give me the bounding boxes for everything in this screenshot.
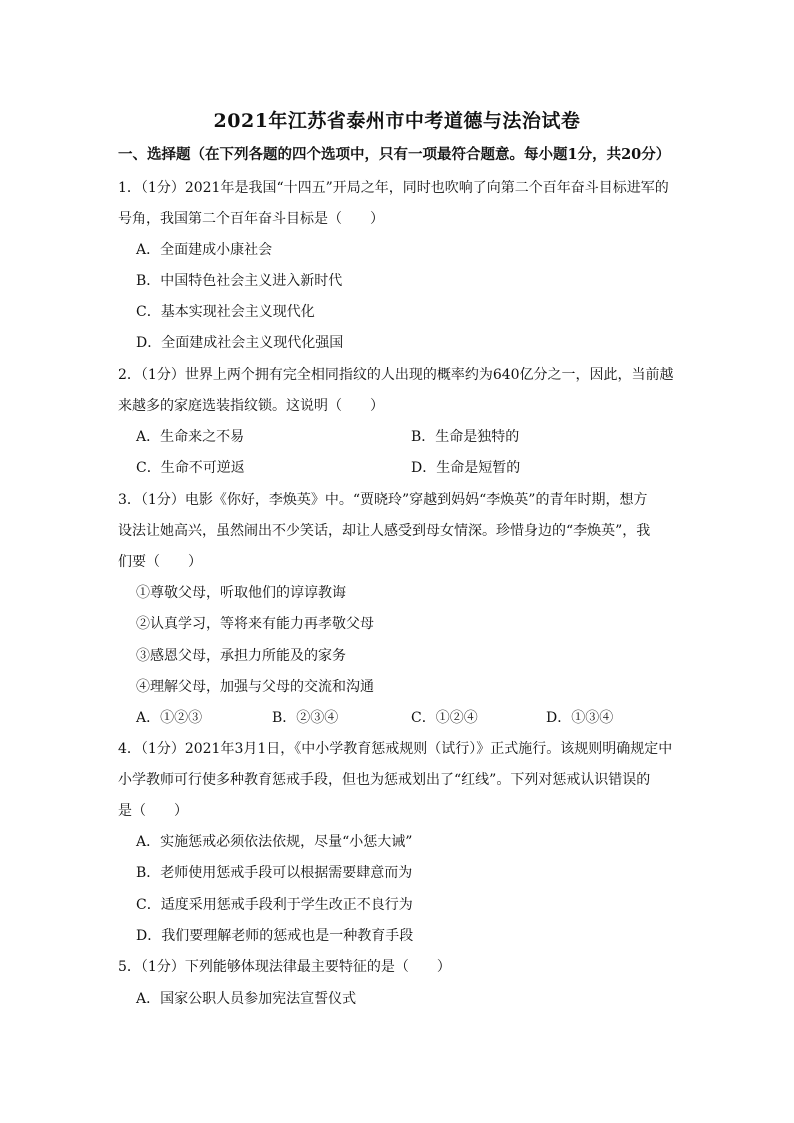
question-4-line-2: 小学教师可行使多种教育惩戒手段，但也为惩戒划出了“红线”。下列对惩戒认识错误的 [118,772,651,788]
question-3-statement-3: ③感恩父母，承担力所能及的家务 [136,648,346,664]
question-2-line-1: 2．（1分）世界上两个拥有完全相同指纹的人出现的概率约为640亿分之一，因此，当前越 [118,367,674,383]
question-4-line-3: 是（ ） [118,803,188,819]
question-3-line-1: 3．（1分）电影《你好，李焕英》中。“贾晓玲”穿越到妈妈“李焕英”的青年时期，想方 [118,492,648,508]
question-1-option-b: B．中国特色社会主义进入新时代 [136,273,343,289]
question-4-option-c: C．适度采用惩戒手段利于学生改正不良行为 [136,897,413,913]
question-4-option-d: D．我们要理解老师的惩戒也是一种教育手段 [136,928,414,944]
question-4-option-a: A．实施惩戒必须依法依规，尽量“小惩大诫” [136,834,413,850]
question-1-option-c: C．基本实现社会主义现代化 [136,304,315,320]
question-2-option-c: C．生命不可逆返 [136,460,245,476]
question-5-option-a: A．国家公职人员参加宪法宣誓仪式 [136,991,357,1007]
question-4-line-1: 4．（1分）2021年3月1日，《中小学教育惩戒规则（试行）》正式施行。该规则明确规定中 [118,741,673,757]
section-heading: 一、选择题（在下列各题的四个选项中，只有一项最符合题意。每小题1分，共20分） [118,146,671,163]
question-3-option-a: A．①②③ [136,710,203,726]
question-1-option-a: A．全面建成小康社会 [136,242,273,258]
question-3-statement-1: ①尊敬父母，听取他们的谆谆教诲 [136,585,346,601]
question-3-statement-2: ②认真学习，等将来有能力再孝敬父母 [136,616,374,632]
question-2-option-d: D．生命是短暂的 [411,460,521,476]
exam-title: 2021年江苏省泰州市中考道德与法治试卷 [213,110,581,132]
question-2-line-2: 来越多的家庭选装指纹锁。这说明（ ） [118,398,384,414]
question-3-option-b: B．②③④ [272,710,339,726]
question-1-option-d: D．全面建成社会主义现代化强国 [136,335,344,351]
question-4-option-b: B．老师使用惩戒手段可以根据需要肆意而为 [136,865,413,881]
question-1-line-1: 1．（1分）2021年是我国“十四五”开局之年，同时也吹响了向第二个百年奋斗目标进军的 [118,180,669,196]
question-2-option-a: A．生命来之不易 [136,429,245,445]
question-2-option-b: B．生命是独特的 [411,429,520,445]
question-3-line-3: 们要（ ） [118,554,202,570]
question-1-line-2: 号角，我国第二个百年奋斗目标是（ ） [118,211,384,227]
question-5-line-1: 5．（1分）下列能够体现法律最主要特征的是（ ） [118,959,451,975]
question-3-line-2: 设法让她高兴，虽然闹出不少笑话，却让人感受到母女情深。珍惜身边的“李焕英”，我 [118,523,651,539]
question-3-option-c: C．①②④ [411,710,478,726]
question-3-option-d: D．①③④ [546,710,614,726]
question-3-statement-4: ④理解父母，加强与父母的交流和沟通 [136,679,374,695]
